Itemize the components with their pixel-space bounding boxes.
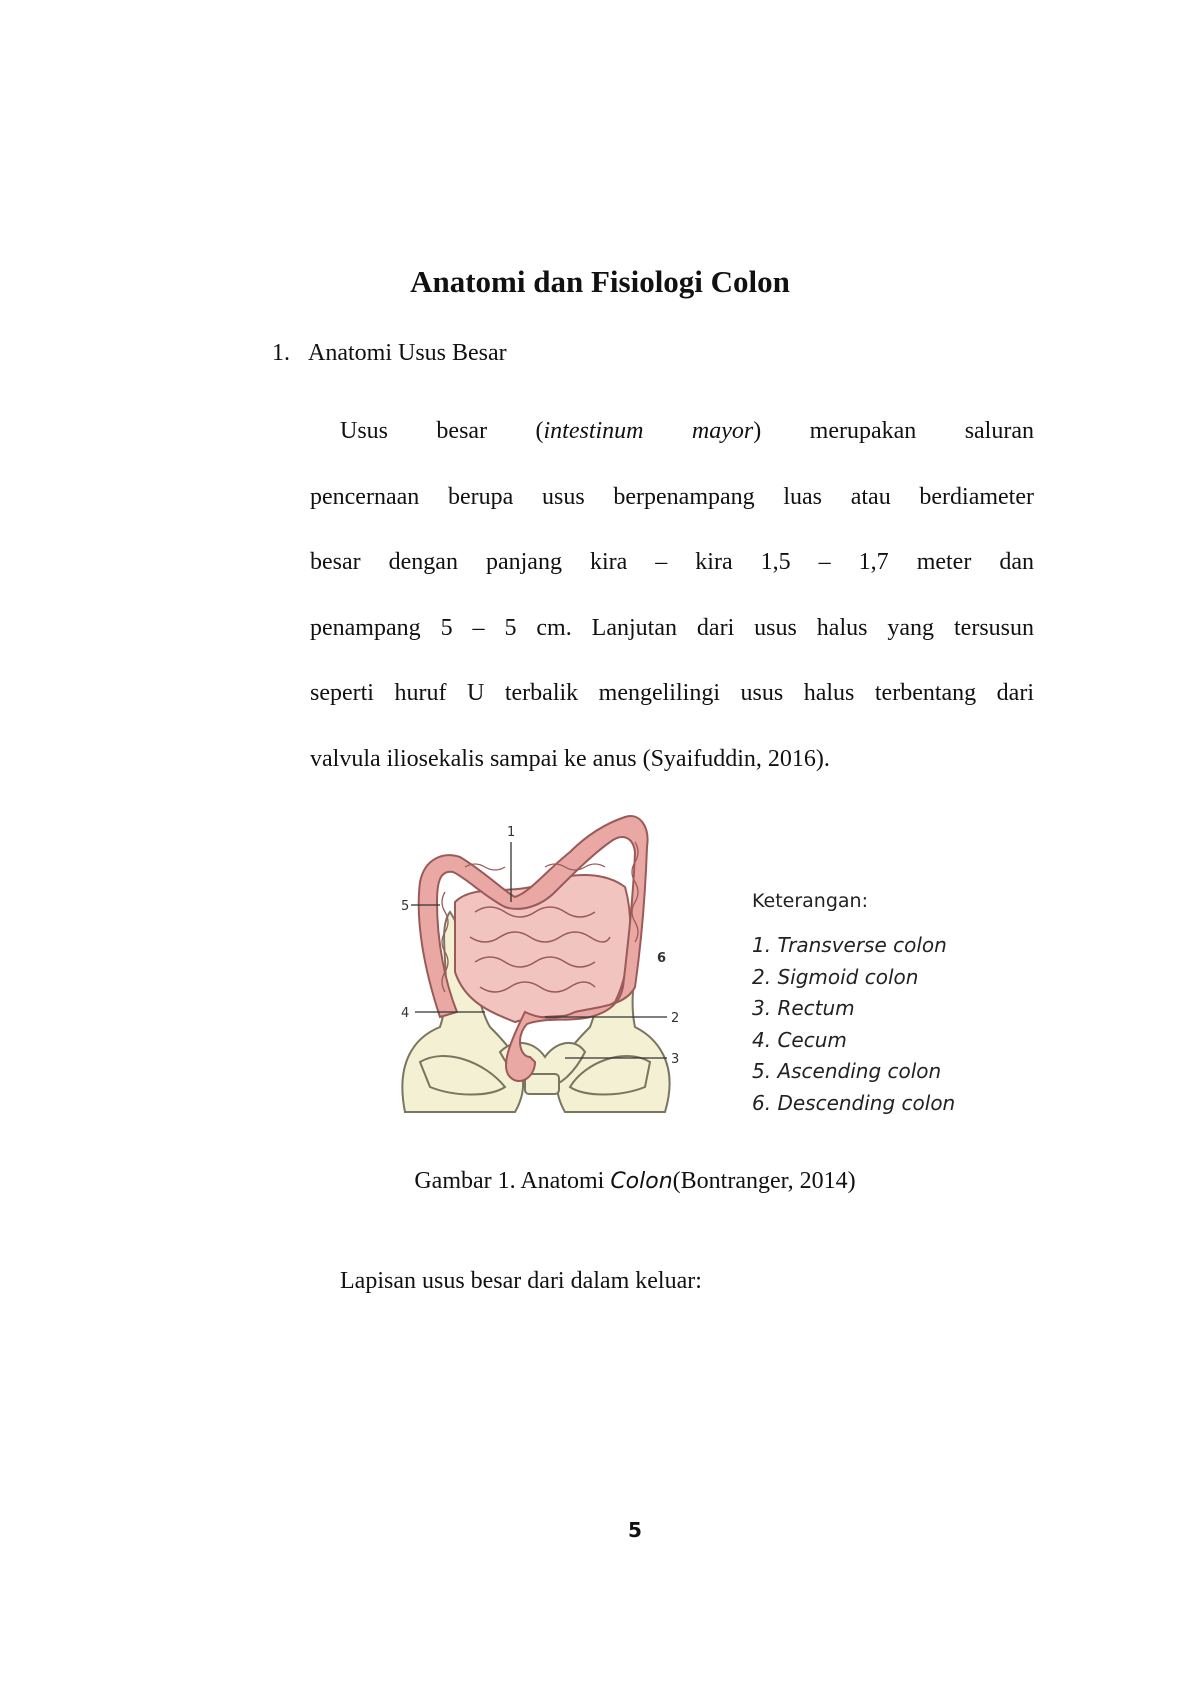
caption-prefix: Gambar 1. Anatomi bbox=[414, 1168, 611, 1194]
paragraph-line-1a: Usus besar ( bbox=[340, 418, 544, 444]
legend-item-number: 3. bbox=[752, 996, 772, 1020]
section-heading-text: Anatomi Usus Besar bbox=[308, 340, 507, 366]
legend-item bbox=[752, 962, 982, 994]
paragraph-line-6: valvula iliosekalis sampai ke anus (Syaifuddin, 2016). bbox=[310, 745, 830, 772]
paragraph-line-3: besar dengan panjang kira – kira 1,5 – 1,7 meter dan bbox=[310, 549, 1034, 575]
figure-label-4: 4 bbox=[401, 1006, 410, 1021]
figure-legend bbox=[752, 890, 982, 1130]
legend-item-number: 6. bbox=[752, 1090, 772, 1115]
figure-label-1: 1 bbox=[507, 825, 516, 840]
legend-item-text: Sigmoid colon bbox=[777, 964, 919, 989]
legend-item bbox=[752, 1025, 982, 1057]
figure-label-6: 6 bbox=[657, 951, 667, 966]
legend-item-text: Rectum bbox=[777, 996, 855, 1020]
colon-anatomy-illustration bbox=[395, 812, 685, 1127]
legend-item-number: 5. bbox=[752, 1059, 772, 1083]
page-number: 5 bbox=[628, 1518, 642, 1542]
legend-item bbox=[752, 930, 982, 962]
legend-item-text: Transverse colon bbox=[777, 933, 947, 957]
figure-label-3: 3 bbox=[671, 1052, 680, 1067]
paragraph-line-4: penampang 5 – 5 cm. Lanjutan dari usus halus yang tersusun bbox=[310, 614, 1034, 641]
closing-line: Lapisan usus besar dari dalam keluar: bbox=[340, 1268, 702, 1294]
figure-caption bbox=[0, 1168, 1200, 1195]
latin-term: intestinum mayor bbox=[543, 418, 754, 444]
legend-item-number: 2. bbox=[752, 964, 772, 989]
figure-label-5: 5 bbox=[401, 899, 410, 914]
page-title: Anatomi dan Fisiologi Colon bbox=[410, 264, 790, 299]
legend-item bbox=[752, 993, 982, 1025]
legend-item bbox=[752, 1056, 982, 1088]
legend-heading: Keterangan: bbox=[752, 890, 868, 912]
legend-item-text: Ascending colon bbox=[777, 1059, 942, 1083]
figure-label-2: 2 bbox=[671, 1011, 680, 1026]
paragraph-line-1b: ) merupakan saluran bbox=[753, 418, 1034, 444]
legend-item bbox=[752, 1088, 982, 1120]
caption-source: (Bontranger, 2014) bbox=[672, 1168, 856, 1194]
section-heading bbox=[272, 340, 507, 367]
legend-item-number: 4. bbox=[752, 1027, 772, 1052]
paragraph-line-1 bbox=[310, 399, 1034, 465]
body-paragraph bbox=[310, 399, 1034, 792]
legend-item-number: 1. bbox=[752, 933, 772, 957]
legend-item-text: Cecum bbox=[777, 1027, 847, 1052]
caption-italic-term: Colon bbox=[610, 1169, 673, 1194]
paragraph-line-5: seperti huruf U terbalik mengelilingi usus halus terbentang dari bbox=[310, 680, 1034, 706]
paragraph-line-2: pencernaan berupa usus berpenampang luas atau berdiameter bbox=[310, 483, 1034, 510]
section-number: 1. bbox=[272, 340, 290, 366]
legend-item-text: Descending colon bbox=[777, 1090, 956, 1115]
